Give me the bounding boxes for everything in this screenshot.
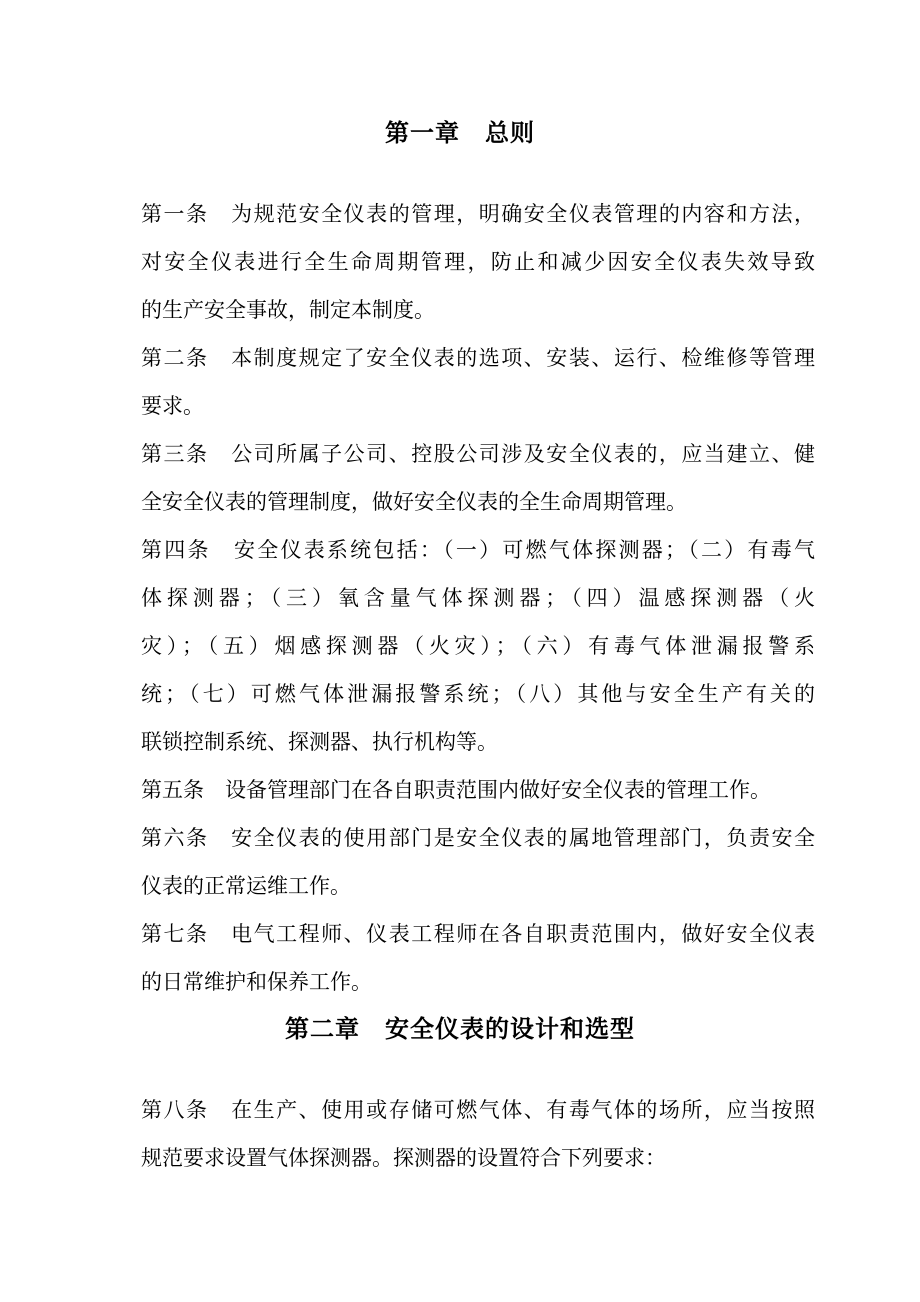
document-content xyxy=(0,110,920,1182)
chapter-heading: 第一章 总则 xyxy=(385,120,535,147)
document-text-line: 第六条 安全仪表的使用部门是安全仪表的属地管理部门，负责安全 xyxy=(141,826,815,850)
document-text-line: 的生产安全事故，制定本制度。 xyxy=(141,298,435,322)
document-text-line: 第五条 设备管理部门在各自职责范围内做好安全仪表的管理工作。 xyxy=(141,778,771,802)
document-text-line: 规范要求设置气体探测器。探测器的设置符合下列要求： xyxy=(141,1146,666,1170)
document-text-line: 的日常维护和保养工作。 xyxy=(141,970,372,994)
document-text-line: 体探测器；（三）氧含量气体探测器；（四）温感探测器（火 xyxy=(141,586,815,610)
document-text-line: 第四条 安全仪表系统包括：（一）可燃气体探测器；（二）有毒气 xyxy=(141,538,815,562)
chapter-heading: 第二章 安全仪表的设计和选型 xyxy=(285,1016,635,1043)
document-text-line: 联锁控制系统、探测器、执行机构等。 xyxy=(141,730,498,754)
document-text-line: 对安全仪表进行全生命周期管理，防止和减少因安全仪表失效导致 xyxy=(141,250,815,274)
document-text-line: 第三条 公司所属子公司、控股公司涉及安全仪表的，应当建立、健 xyxy=(141,442,815,466)
document-text-line: 第一条 为规范安全仪表的管理，明确安全仪表管理的内容和方法， xyxy=(141,202,815,226)
document-text-line: 灾）；（五）烟感探测器（火灾）；（六）有毒气体泄漏报警系 xyxy=(141,634,815,658)
document-text-line: 仪表的正常运维工作。 xyxy=(141,874,351,898)
document-text-line: 全安全仪表的管理制度，做好安全仪表的全生命周期管理。 xyxy=(141,490,687,514)
document-text-line: 第八条 在生产、使用或存储可燃气体、有毒气体的场所，应当按照 xyxy=(141,1098,815,1122)
document-text-line: 要求。 xyxy=(141,394,204,418)
document-text-line: 第二条 本制度规定了安全仪表的选项、安装、运行、检维修等管理 xyxy=(141,346,815,370)
document-text-line: 第七条 电气工程师、仪表工程师在各自职责范围内，做好安全仪表 xyxy=(141,922,815,946)
document-text-line: 统；（七）可燃气体泄漏报警系统；（八）其他与安全生产有关的 xyxy=(141,682,815,706)
